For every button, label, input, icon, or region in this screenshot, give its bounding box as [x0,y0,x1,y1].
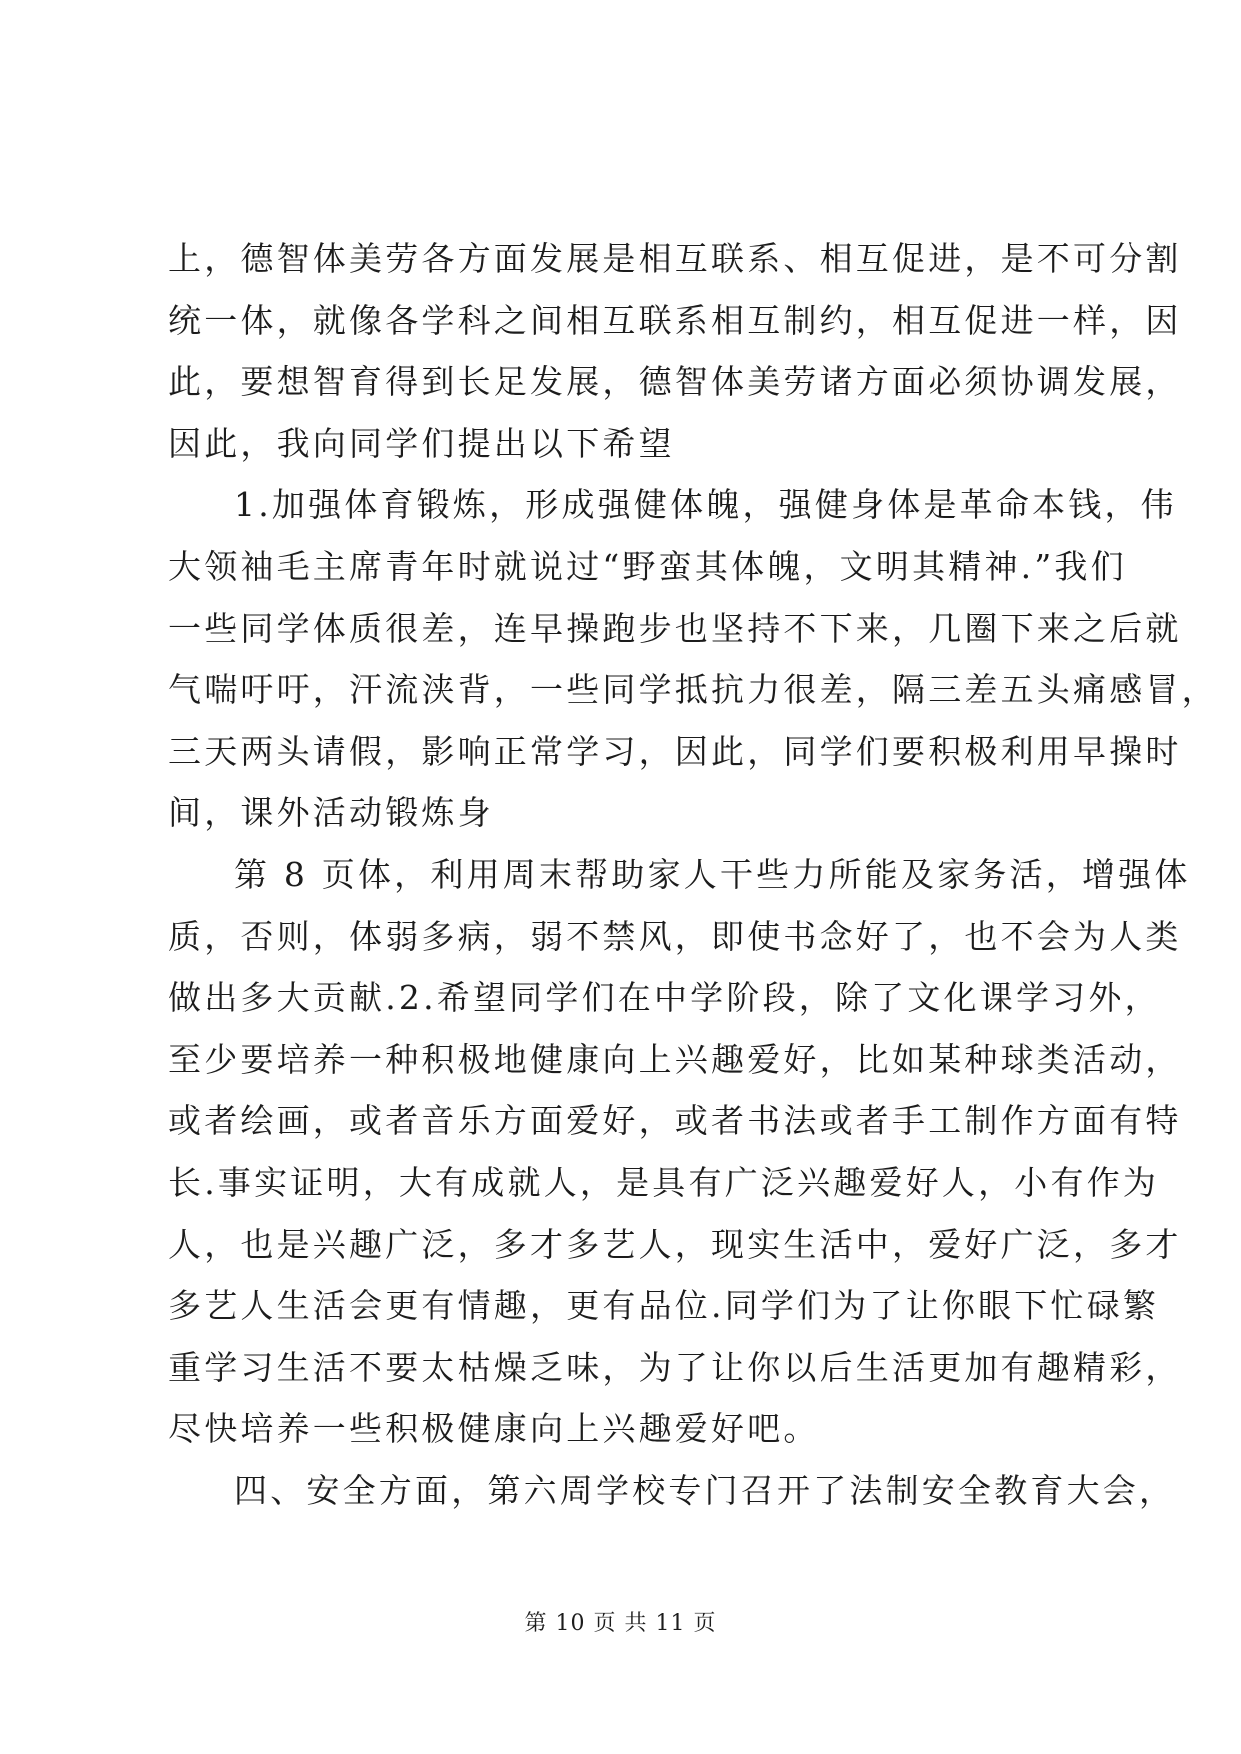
text-line: 一些同学体质很差，连早操跑步也坚持不下来，几圈下来之后就 [168,608,1182,648]
text-line: 做出多大贡献.2.希望同学们在中学阶段，除了文化课学习外， [168,978,1161,1018]
text-line: 此，要想智育得到长足发展，德智体美劳诸方面必须协调发展， [168,362,1182,402]
text-line: 三天两头请假，影响正常学习，因此，同学们要积极利用早操时 [168,731,1182,771]
paragraph-4 [168,1460,1176,1522]
text-line: 人，也是兴趣广泛，多才多艺人，现实生活中，爱好广泛，多才 [168,1224,1182,1264]
text-line: 至少要培养一种积极地健康向上兴趣爱好，比如某种球类活动， [168,1039,1182,1079]
text-line: 统一体，就像各学科之间相互联系相互制约，相互促进一样，因 [168,300,1182,340]
text-line: 或者绘画，或者音乐方面爱好，或者书法或者手工制作方面有特 [168,1101,1182,1141]
text-line: 质，否则，体弱多病，弱不禁风，即使书念好了，也不会为人类 [168,916,1182,956]
text-line: 尽快培养一些积极健康向上兴趣爱好吧。 [168,1409,820,1449]
text-line: 第 8 页体，利用周末帮助家人干些力所能及家务活，增强体 [234,854,1191,894]
text-line: 长.事实证明，大有成就人，是具有广泛兴趣爱好人，小有作为 [168,1162,1160,1202]
text-line: 大领袖毛主席青年时就说过“野蛮其体魄，文明其精神.”我们 [168,546,1127,586]
paragraph-3 [168,844,1191,1460]
text-line: 四、安全方面，第六周学校专门召开了法制安全教育大会， [234,1470,1176,1510]
text-line: 因此，我向同学们提出以下希望 [168,423,675,463]
page-footer [0,1606,1241,1637]
text-line: 间，课外活动锻炼身 [168,793,494,833]
text-line: 重学习生活不要太枯燥乏味，为了让你以后生活更加有趣精彩， [168,1347,1182,1387]
text-line: 上，德智体美劳各方面发展是相互联系、相互促进，是不可分割 [168,239,1182,278]
text-line: 多艺人生活会更有情趣，更有品位.同学们为了让你眼下忙碌繁 [168,1286,1160,1326]
page-number-label: 第 10 页 共 11 页 [524,1611,717,1636]
text-line: 1.加强体育锻炼，形成强健体魄，强健身体是革命本钱，伟 [234,485,1177,525]
text-line: 气喘吁吁，汗流浃背，一些同学抵抗力很差，隔三差五头痛感冒， [168,670,1218,710]
document-body [168,228,1218,1521]
paragraph-1 [168,228,1182,474]
paragraph-2 [168,474,1218,844]
